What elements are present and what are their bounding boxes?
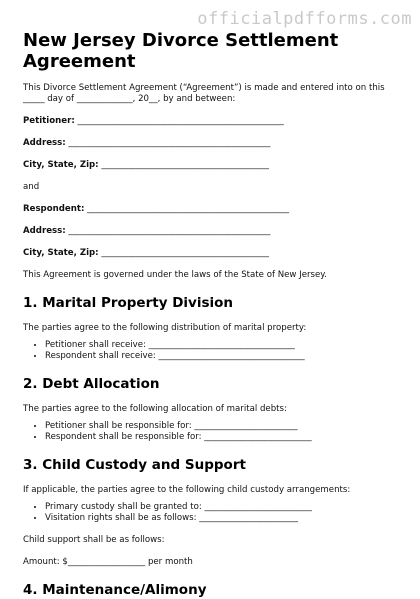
petitioner-city-label: City, State, Zip: <box>23 160 99 170</box>
marital-property-list <box>23 340 403 362</box>
respondent-address-label: Address: <box>23 226 66 236</box>
respondent-city-label: City, State, Zip: <box>23 248 99 258</box>
respondent-line: _______________________________________________ <box>84 204 290 214</box>
child-custody-list <box>23 502 403 524</box>
intro-paragraph: This Divorce Settlement Agreement (“Agreement”) is made and entered into on this _____ day of _____________, 20__, by and between: <box>23 83 385 104</box>
list-item: • Respondent shall receive: __________________________________ <box>45 351 403 362</box>
petitioner-field <box>23 116 403 127</box>
section-heading-marital-property: 1. Marital Property Division <box>23 295 234 311</box>
petitioner-address-label: Address: <box>23 138 66 148</box>
section-heading-debt-allocation: 2. Debt Allocation <box>23 376 160 392</box>
child-support-text: Child support shall be as follows: <box>23 535 165 545</box>
petitioner-line: ________________________________________________ <box>74 116 284 126</box>
child-support-amount: Amount: $__________________ per month <box>23 557 193 567</box>
petitioner-address-field <box>23 138 403 149</box>
debt-allocation-text: The parties agree to the following allocation of marital debts: <box>23 404 287 414</box>
and-text: and <box>23 182 40 192</box>
debt-allocation-list <box>23 421 403 443</box>
respondent-address-line: _______________________________________________ <box>65 226 271 236</box>
petitioner-address-line: _______________________________________________ <box>65 138 271 148</box>
governing-law-text: This Agreement is governed under the laws of the State of New Jersey. <box>23 270 327 280</box>
respondent-city-line: _______________________________________ <box>98 248 269 258</box>
section-heading-child-custody: 3. Child Custody and Support <box>23 457 246 473</box>
document-page <box>23 30 403 599</box>
petitioner-label: Petitioner: <box>23 116 75 126</box>
respondent-address-field <box>23 226 403 237</box>
watermark: officialpdfforms.com <box>197 9 412 29</box>
list-item: • Visitation rights shall be as follows: _______________________ <box>45 513 403 524</box>
list-item: • Primary custody shall be granted to: _________________________ <box>45 502 403 513</box>
section-heading-alimony: 4. Maintenance/Alimony <box>23 582 207 598</box>
list-item: • Petitioner shall receive: __________________________________ <box>45 340 403 351</box>
list-item: • Respondent shall be responsible for: _________________________ <box>45 432 403 443</box>
respondent-field <box>23 204 403 215</box>
list-item: • Petitioner shall be responsible for: ________________________ <box>45 421 403 432</box>
respondent-city-field <box>23 248 403 259</box>
document-title: New Jersey Divorce Settlement Agreement <box>23 30 339 72</box>
petitioner-city-line: _______________________________________ <box>98 160 269 170</box>
child-custody-text: If applicable, the parties agree to the following child custody arrangements: <box>23 485 351 495</box>
respondent-label: Respondent: <box>23 204 85 214</box>
marital-property-text: The parties agree to the following distribution of marital property: <box>23 323 307 333</box>
petitioner-city-field <box>23 160 403 171</box>
